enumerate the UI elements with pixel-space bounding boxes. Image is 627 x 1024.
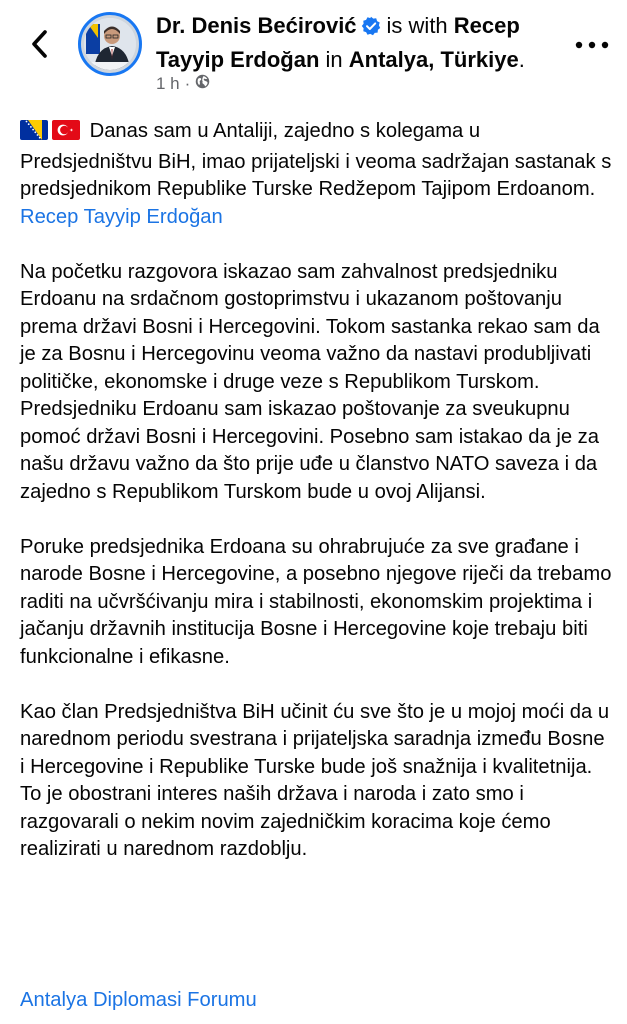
verified-badge-icon xyxy=(361,13,381,44)
avatar-illustration xyxy=(84,18,136,70)
title-period: . xyxy=(518,47,525,72)
in-text: in xyxy=(325,47,343,72)
back-button[interactable] xyxy=(22,26,58,62)
post-header xyxy=(0,0,627,110)
flag-bosnia-herzegovina-icon xyxy=(20,120,48,149)
post-meta xyxy=(156,74,210,94)
flag-turkey-icon xyxy=(52,120,80,149)
location-link[interactable]: Antalya, Türkiye xyxy=(348,47,519,72)
avatar-photo xyxy=(84,18,136,70)
globe-icon[interactable] xyxy=(195,74,210,94)
post-paragraph-2: Na početku razgovora iskazao sam zahvalnost predsjedniku Erdoanu na srdačnom gostoprimstvu i ukazanom poštovanju prema državi Bosni i Hercegovini. Tokom sastanka rekao sam da je za Bosnu i Hercegovinu veoma važno da nastavi produbljivati političke, ekonomske i druge veze s Republikom Turskom. Predsjedniku Erdoanu sam iskazao poštovanje za sveukupnu pomoć državi Bosni i Hercegovini. Posebno sam istakao da je za našu državu važno da što prije uđe u članstvo NATO saveza i da zajedno s Republikom Turskom bude u ovoj Alijansi. xyxy=(20,260,600,503)
author-avatar[interactable] xyxy=(78,12,142,76)
post-paragraph-3: Poruke predsjednika Erdoana su ohrabrujuće za sve građane i narode Bosne i Hercegovine, a posebno njegove riječi da trebamo raditi na učvršćivanju mira i stabilnosti, ekonomskim projektima i jačanju državnih institucija Bosne i Hercegovine koje trebaju biti funkcionalne i efikasne. xyxy=(20,535,612,668)
chevron-left-icon xyxy=(30,29,50,59)
author-name[interactable]: Dr. Denis Bećirović xyxy=(156,13,357,38)
with-text: is with xyxy=(386,13,448,38)
mention-link[interactable]: Recep Tayyip Erdoğan xyxy=(20,205,223,228)
post-text xyxy=(20,118,612,891)
post-time[interactable]: 1 h xyxy=(156,74,180,93)
time-separator: · xyxy=(184,74,191,93)
more-options-button[interactable] xyxy=(572,30,612,60)
post-paragraph-4: Kao član Predsjedništva BiH učinit ću sve što je u mojoj moći da u narednom periodu svestrana i prijateljska saradnja između Bosne i Hercegovine i Republike Turske bude još snažnija i kvalitetnija. To je obostrani interes naših država i naroda i zato smo i razgovarali o nekim novim zajedničkim koracima koje ćemo realizirati u narednom razdoblju. xyxy=(20,700,610,860)
page-mention-link[interactable]: Antalya Diplomasi Forumu xyxy=(20,989,257,1011)
post-title xyxy=(156,10,556,75)
paragraph-1-text: Danas sam u Antaliji, zajedno s kolegama u Predsjedništvu BiH, imao prijateljski i veoma sadržajan sastanak s predsjednikom Republike Turske Redžepom Tajipom Erdoanom. xyxy=(20,120,612,200)
tagged-person-link[interactable]: Recep Tayyip Erdoğan xyxy=(156,13,520,72)
post-paragraph-1 xyxy=(20,118,612,231)
more-horizontal-icon xyxy=(575,41,609,49)
